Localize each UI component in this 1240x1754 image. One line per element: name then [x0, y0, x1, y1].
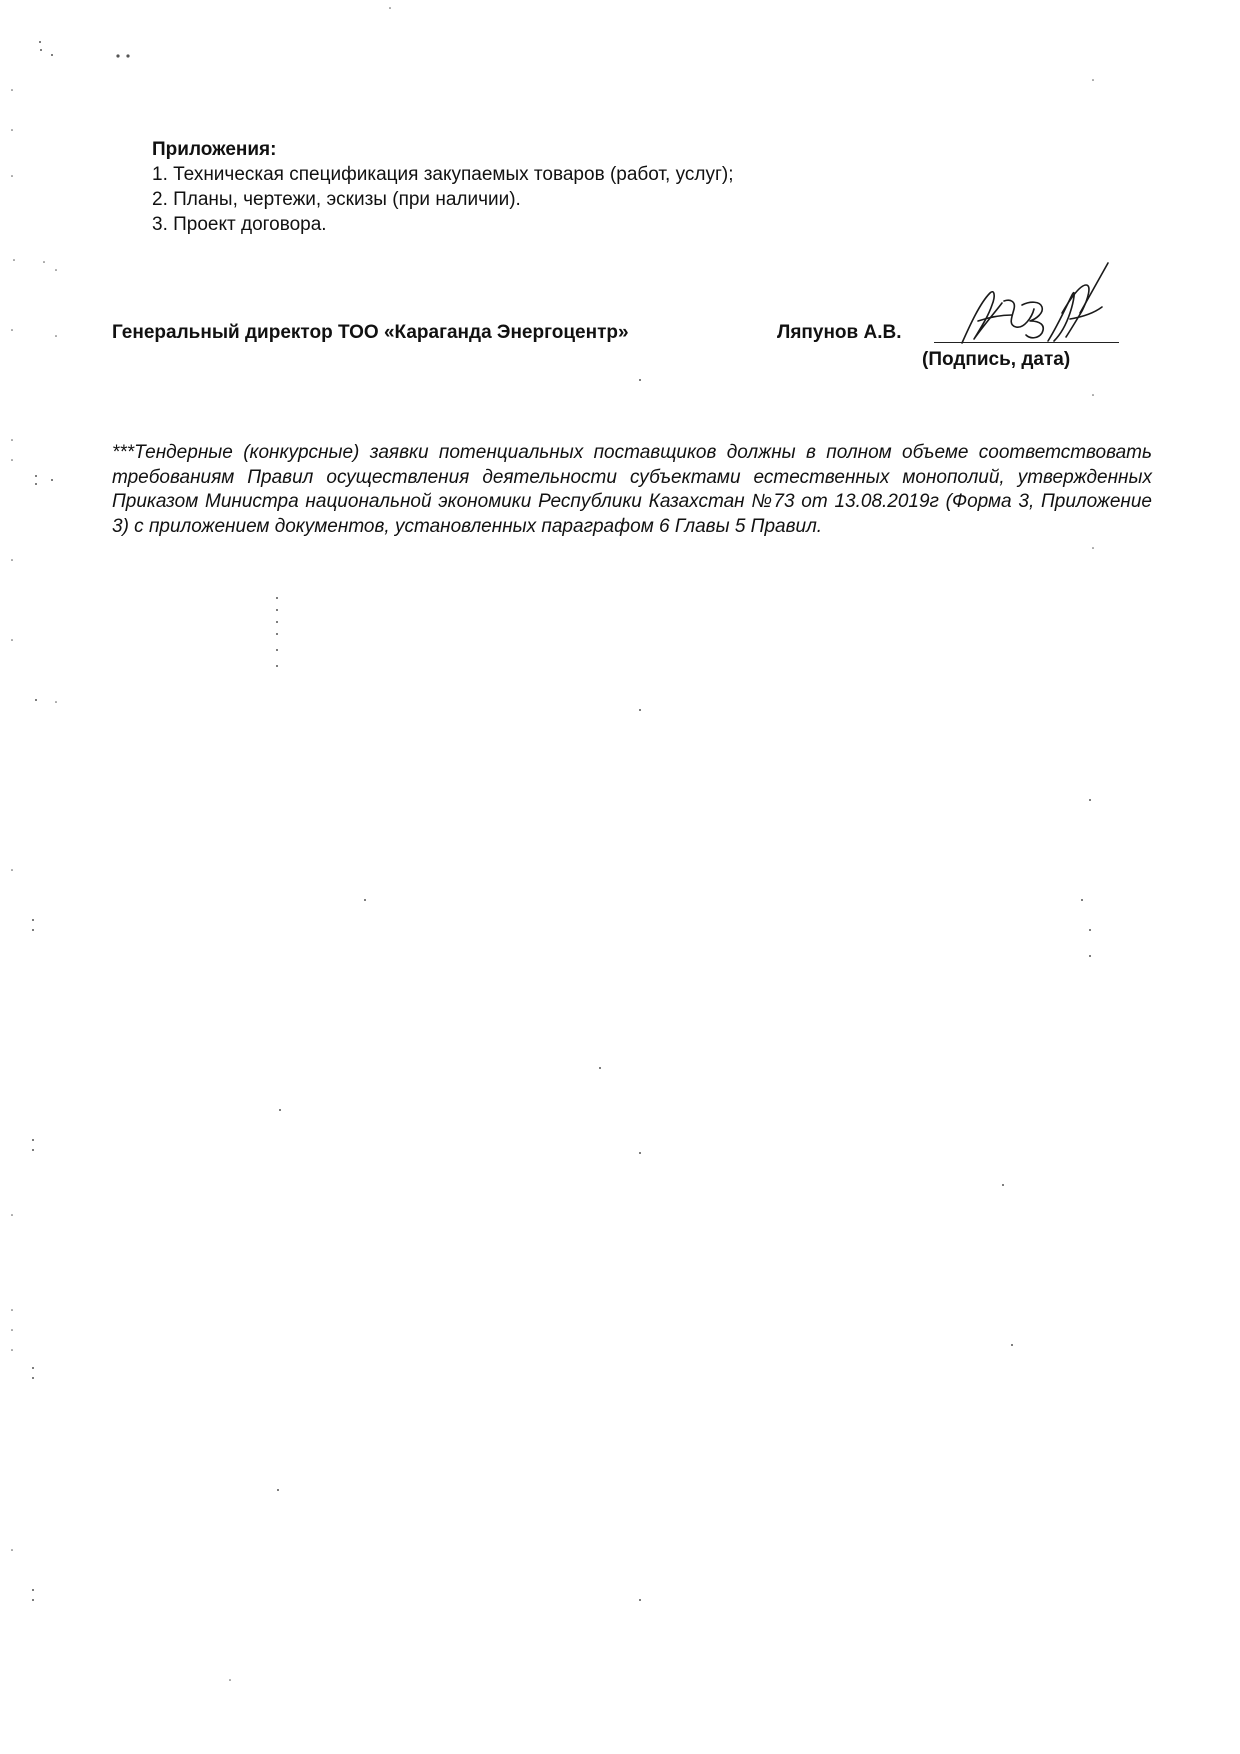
attachment-item: 2. Планы, чертежи, эскизы (при наличии).: [152, 189, 521, 210]
attachments-list: [152, 162, 1052, 237]
handwritten-signature: [950, 255, 1125, 355]
attachment-item: 1. Техническая спецификация закупаемых товаров (работ, услуг);: [152, 164, 734, 185]
attachment-item: 3. Проект договора.: [152, 214, 327, 235]
attachments-section: [152, 137, 1052, 237]
signature-caption: (Подпись, дата): [922, 349, 1071, 370]
attachments-heading: Приложения:: [152, 139, 277, 160]
signer-position: Генеральный директор ТОО «Караганда Энергоцентр»: [112, 322, 629, 343]
signer-name: Ляпунов А.В.: [777, 322, 902, 343]
tender-footnote: ***Тендерные (конкурсные) заявки потенциальных поставщиков должны в полном объеме соответствовать требованиям Правил осуществления деятельности субъектами естественных монополий, утвержденных Приказом Министра национальной экономики Республики Казахстан №73 от 13.08.2019г (Форма 3, Приложение 3) с приложением документов, установленных параграфом 6 Главы 5 Правил.: [112, 442, 1152, 537]
